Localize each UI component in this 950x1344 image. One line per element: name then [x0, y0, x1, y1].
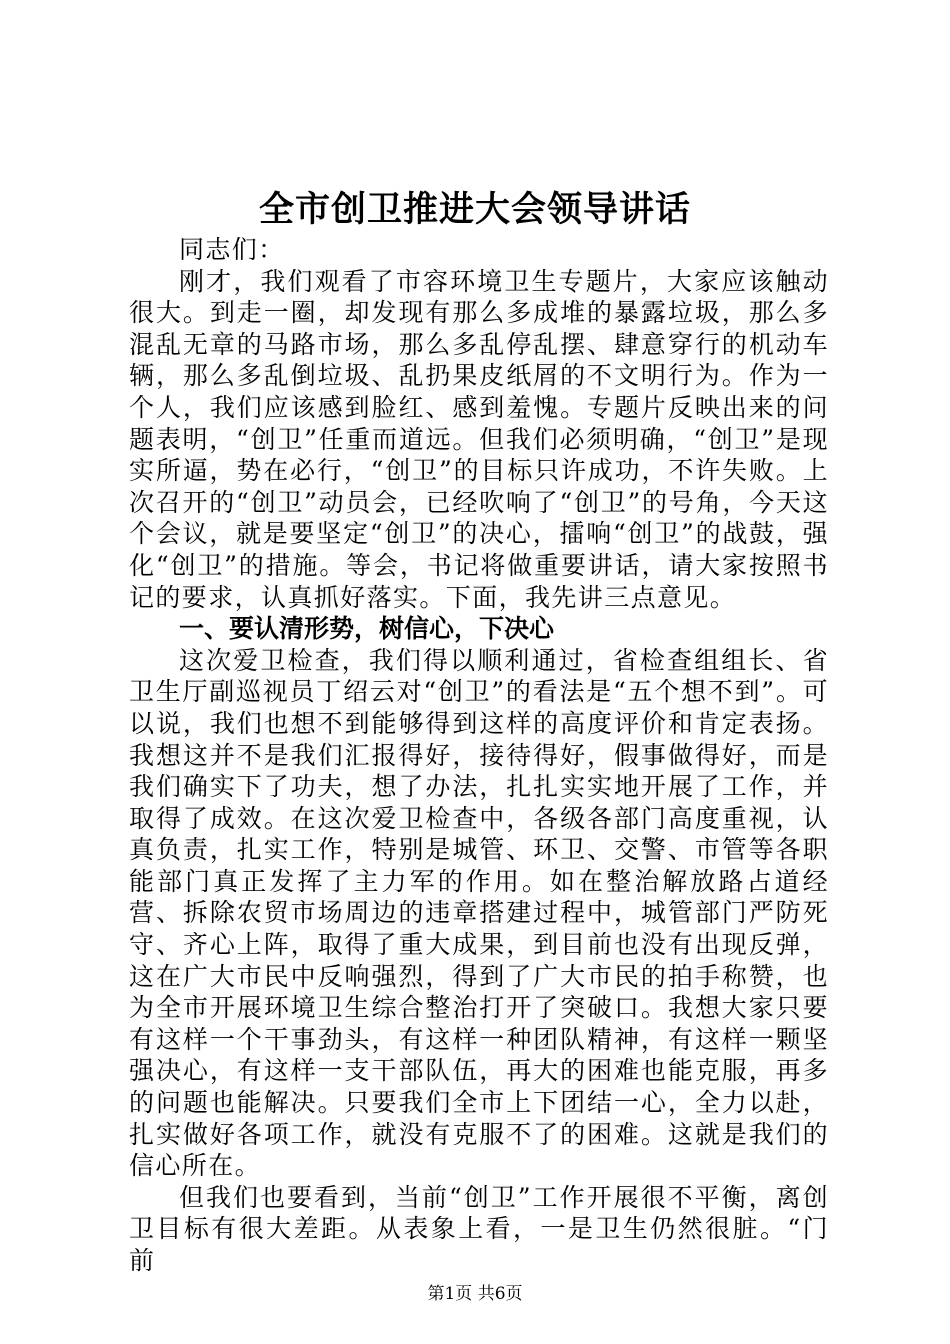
paragraph-intro: 刚才，我们观看了市容环境卫生专题片，大家应该触动很大。到走一圈，却发现有那么多成堆的暴露垃圾，那么多混乱无章的马路市场，那么多乱停乱摆、肆意穿行的机动车辆，那么多乱倒垃圾、乱扔果皮纸屑的不文明行为。作为一个人，我们应该感到脸红、感到羞愧。专题片反映出来的问题表明，“创卫”任重而道远。但我们必须明确，“创卫”是现实所逼，势在必行，“创卫”的目标只许成功，不许失败。上次召开的“创卫”动员会，已经吹响了“创卫”的号角，今天这个会议，就是要坚定“创卫”的决心，擂响“创卫”的战鼓，强化“创卫”的措施。等会，书记将做重要讲话，请大家按照书记的要求，认真抓好落实。下面，我先讲三点意见。	[129, 266, 829, 612]
paragraph-section1-1: 这次爱卫检查，我们得以顺利通过，省检查组组长、省卫生厅副巡视员丁绍云对“创卫”的看法是“五个想不到”。可以说，我们也想不到能够得到这样的高度评价和肯定表扬。我想这并不是我们汇报得好，接待得好，假事做得好，而是我们确实下了功夫，想了办法，扎扎实实地开展了工作，并取得了成效。在这次爱卫检查中，各级各部门高度重视，认真负责，扎实工作，特别是城管、环卫、交警、市管等各职能部门真正发挥了主力军的作用。如在整治解放路占道经营、拆除农贸市场周边的违章搭建过程中，城管部门严防死守、齐心上阵，取得了重大成果，到目前也没有出现反弹，这在广大市民中反响强烈，得到了广大市民的拍手称赞，也为全市开展环境卫生综合整治打开了突破口。我想大家只要有这样一个干事劲头，有这样一种团队精神，有这样一颗坚强决心，有这样一支干部队伍，再大的困难也能克服，再多的问题也能解决。只要我们全市上下团结一心，全力以赴，扎实做好各项工作，就没有克服不了的困难。这就是我们的信心所在。	[129, 645, 829, 1181]
salutation: 同志们：	[179, 235, 285, 264]
section-heading-1: 一、要认清形势，树信心，下决心	[179, 614, 555, 644]
paragraph-section1-2: 但我们也要看到，当前“创卫”工作开展很不平衡，离创卫目标有很大差距。从表象上看，一是卫生仍然很脏。“门前	[129, 1182, 829, 1275]
page-footer: 第1页 共6页	[427, 1284, 523, 1304]
document-body	[129, 234, 829, 1277]
document-title: 全市创卫推进大会领导讲话	[258, 189, 691, 230]
